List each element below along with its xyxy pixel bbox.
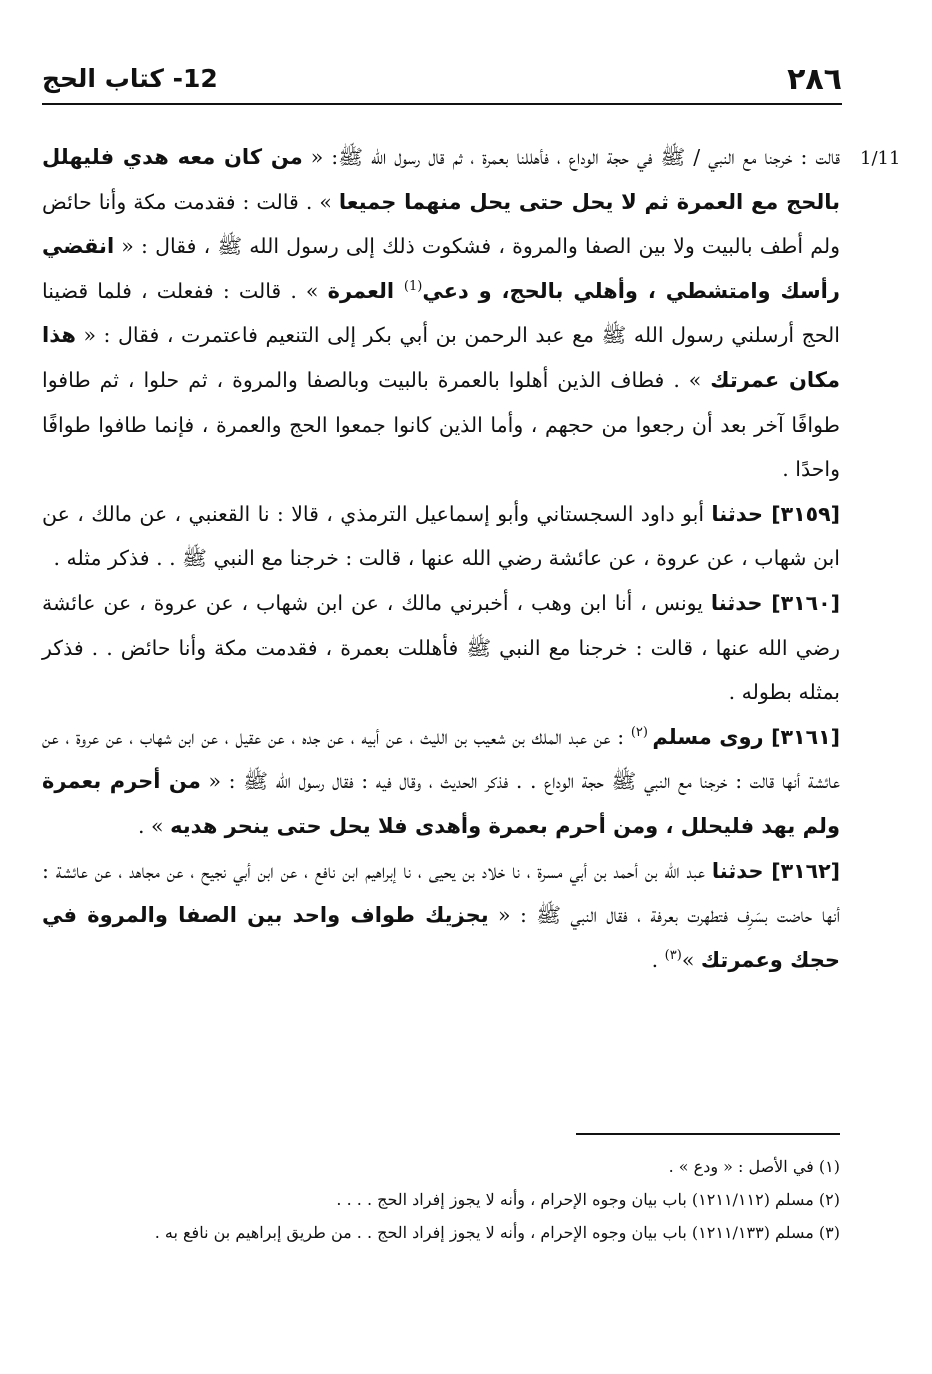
hadith-lead: حدثنا bbox=[711, 858, 772, 883]
hadith-quote: انقضي رأسك وامتشطي ، وأهلي بالحج، و دعي bbox=[42, 234, 840, 303]
hadith-3160 bbox=[42, 581, 840, 715]
hadith-lead: حدثنا bbox=[710, 590, 772, 615]
hadith-number: [٣١٦١] bbox=[771, 724, 840, 749]
text-run: يونس ، أنا ابن وهب ، أخبرني مالك ، عن ابن شهاب ، عن عروة ، عن عائشة رضي الله عنها ، قالت : خرجنا مع النبي ﷺ فأهللت بعمرة ، فقدمت مكة وأنا حائض . . فذكر بمثله بطوله . bbox=[42, 590, 840, 705]
footnote-1: (١) في الأصل : « ودع » . bbox=[668, 1157, 840, 1176]
footnote-rule bbox=[576, 1133, 840, 1135]
hadith-quote: من كان معه هدي فليهلل بالحج مع العمرة ثم لا يحل حتى يحل منهما جميعا bbox=[42, 145, 840, 214]
text-run: عبد الله بن أحمد بن أبي مسرة ، نا خلاد بن يحيى ، نا إبراهيم ابن نافع ، عن ابن أبي نجيح ، عن مجاهد ، عن عائشة : أنها حاضت بسَرِف فتطهرت بعرفة ، فقال النبي ﷺ : « bbox=[42, 858, 840, 928]
text-run: » . قالت : فقدمت مكة وأنا حائض ولم أطف بالبيت ولا بين الصفا والمروة ، فشكوت ذلك إلى رسول الله ﷺ ، فقال : « bbox=[42, 189, 840, 259]
text-run: » bbox=[681, 947, 701, 972]
running-title: 12- كتاب الحج bbox=[42, 64, 218, 93]
text-run: » . قالت : ففعلت ، فلما قضينا الحج أرسلني رسول الله ﷺ مع عبد الرحمن بن أبي بكر إلى التنعيم فاعتمرت ، فقال : « bbox=[42, 278, 840, 348]
footnotes bbox=[42, 1150, 840, 1249]
text-run: » . فطاف الذين أهلوا بالعمرة بالبيت وبالصفا والمروة ، ثم حلوا ، ثم طافوا طوافًا آخر بعد أن رجعوا من حجهم ، وأما الذين كانوا جمعوا الحج والعمرة ، فإنما طافوا طوافًا واحدًا . bbox=[42, 367, 840, 482]
paragraph-continuation bbox=[42, 135, 840, 492]
footnote-marker: (1) bbox=[403, 278, 423, 294]
hadith-3162 bbox=[42, 849, 840, 983]
margin-reference: 1/11 bbox=[860, 148, 901, 169]
text-run: » . bbox=[137, 813, 171, 838]
hadith-3159 bbox=[42, 492, 840, 581]
header-rule bbox=[42, 103, 842, 105]
hadith-lead: روى مسلم bbox=[652, 724, 772, 749]
text-run: : عن عبد الملك بن شعيب بن الليث ، عن أبيه ، عن جده ، عن عقيل ، عن ابن شهاب ، عن عروة ، عن عائشة أنها قالت : خرجنا مع النبي ﷺ حجة الوداع . . فذكر الحديث ، وقال فيه : فقال رسول الله ﷺ : « bbox=[42, 724, 840, 794]
text-run: أبو داود السجستاني وأبو إسماعيل الترمذي ، قالا : نا القعنبي ، عن مالك ، عن ابن شهاب ، عن عروة ، عن عائشة رضي الله عنها ، قالت : خرجنا مع النبي ﷺ . . فذكر مثله . bbox=[42, 501, 840, 571]
hadith-number: [٣١٦٠] bbox=[771, 590, 841, 615]
hadith-quote: هذا مكان عمرتك bbox=[42, 323, 841, 392]
footnote-3: (٣) مسلم (١٢١١/١٣٣) باب بيان وجوه الإحرام ، وأنه لا يجوز إفراد الحج . . من طريق إبراهيم بن نافع به . bbox=[154, 1223, 840, 1242]
text-run: . bbox=[651, 947, 665, 972]
hadith-quote: يجزيك طواف واحد بين الصفا والمروة في حجك وعمرتك bbox=[42, 903, 840, 972]
page-header bbox=[42, 58, 842, 102]
page-number: ٢٨٦ bbox=[787, 62, 842, 97]
hadith-3161 bbox=[42, 715, 840, 849]
hadith-quote: من أحرم بعمرة ولم يهد فليحلل ، ومن أحرم بعمرة وأهدى فلا يحل حتى ينحر هديه bbox=[42, 769, 840, 838]
hadith-lead: حدثنا bbox=[711, 501, 772, 526]
footnote-2: (٢) مسلم (١٢١١/١١٢) باب بيان وجوه الإحرام ، وأنه لا يجوز إفراد الحج . . . . bbox=[336, 1190, 840, 1209]
main-text bbox=[42, 135, 840, 982]
footnote-marker: (٣) bbox=[664, 947, 682, 963]
hadith-quote: العمرة bbox=[327, 278, 404, 303]
footnote-marker: (٢) bbox=[630, 724, 653, 740]
text-run: قالت : خرجنا مع النبي / ﷺ في حجة الوداع ، فأهللنا بعمرة ، ثم قال رسول الله ﷺ: « bbox=[302, 145, 840, 169]
hadith-number: [٣١٥٩] bbox=[771, 501, 840, 526]
hadith-number: [٣١٦٢] bbox=[771, 858, 841, 883]
